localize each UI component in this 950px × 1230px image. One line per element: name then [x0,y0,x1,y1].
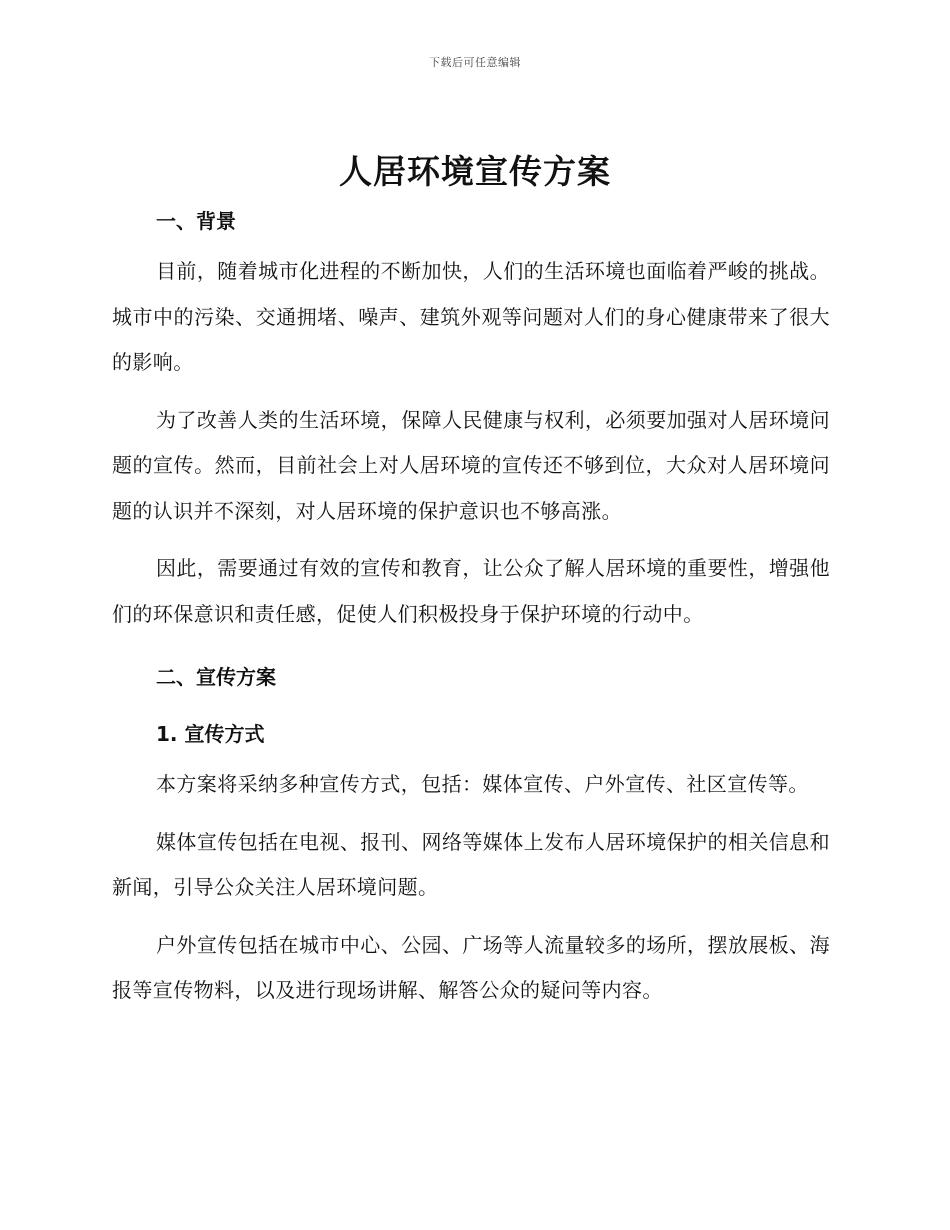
paragraph: 目前，随着城市化进程的不断加快，人们的生活环境也面临着严峻的挑战。城市中的污染、交通拥堵、噪声、建筑外观等问题对人们的身心健康带来了很大的影响。 [112,259,830,374]
document-body [112,205,830,1014]
paragraph: 媒体宣传包括在电视、报刊、网络等媒体上发布人居环境保护的相关信息和新闻，引导公众关注人居环境问题。 [112,829,830,899]
paragraph: 户外宣传包括在城市中心、公园、广场等人流量较多的场所，摆放展板、海报等宣传物料，以及进行现场讲解、解答公众的疑问等内容。 [112,932,830,1002]
paragraph: 为了改善人类的生活环境，保障人民健康与权利，必须要加强对人居环境问题的宣传。然而，目前社会上对人居环境的宣传还不够到位，大众对人居环境问题的认识并不深刻，对人居环境的保护意识也不够高涨。 [112,407,830,523]
document-title: 人居环境宣传方案 [339,152,611,191]
section-heading-plan: 二、宣传方案 [156,665,276,689]
paragraph: 本方案将采纳多种宣传方式，包括：媒体宣传、户外宣传、社区宣传等。 [156,772,809,796]
paragraph: 因此，需要通过有效的宣传和教育，让公众了解人居环境的重要性，增强他们的环保意识和责任感，促使人们积极投身于保护环境的行动中。 [112,556,830,626]
subsection-heading-methods: 1. 宣传方式 [156,722,265,746]
section-heading-background: 一、背景 [156,209,236,233]
header-note: 下载后可任意编辑 [429,56,521,69]
